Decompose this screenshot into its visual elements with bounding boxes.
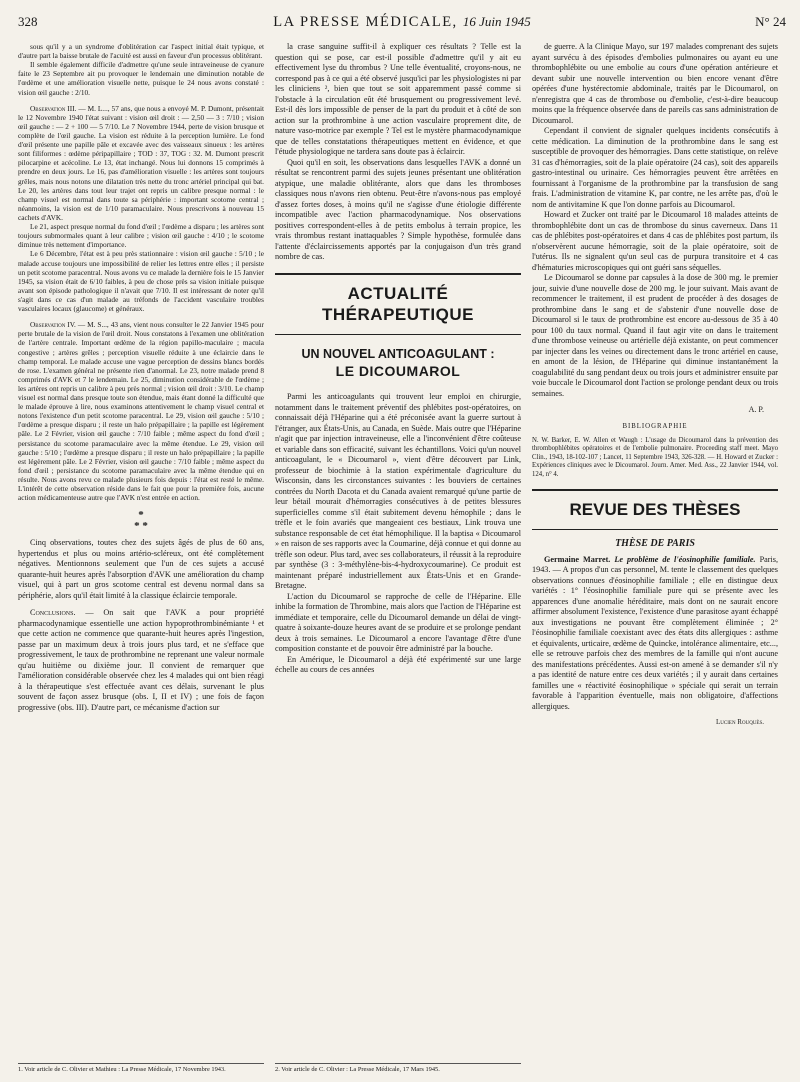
page-number: 328 (18, 14, 38, 29)
journal-title (273, 14, 530, 31)
observation-4 (18, 320, 264, 502)
these-heading: THÈSE DE PARIS (615, 538, 695, 550)
paragraph: Parmi les anticoagulants qui trouvent leur emploi en chirurgie, notamment dans le traitement préventif des phlébites post-opératoires, on connaissait déjà l'Héparine qui a été préconisée avant la guerre surtout à l'étranger, aux États-Unis, au Canada, en Suède. Mais outre que l'Héparine n'agit que par injection intraveineuse, elle a l'inconvénient d'être coûteuse et variable dans son efficacité, suivant les échantillons. Voici qu'un nouvel anticoagulant, le « Dicoumarol », vient d'être découvert par Link, professeur de biochimie à la station expérimentale d'agriculture du Wisconsin, dans les circonstances suivantes : les bouviers de certaines contrées du North Dacota et du Canada avaient remarqué qu'une partie de leur bétail mourait d'hémorragies consécutives à de petites blessures superficielles comme s'il était subitement devenu hémophile ; dans le trèfle et le foin avariés que mangeaient ces bestiaux, Link trouva une substance responsable de cet état hémophilique. Il la baptisa « Dicoumarol » en raison de ses rapports avec la Coumarine, déjà connue et qui donne au trèfle son odeur. Plus tard, avec ses collaborateurs, il réussit à la reproduire par synthèse (3 : 3-méthylène-bis-4-hydroxycoumarine). Ce produit est maintenant préparé industriellement aux États-Unis et en Grande-Bretagne. (275, 392, 521, 591)
footnote: 1. Voir article de C. Olivier et Mathieu : La Presse Médicale, 17 Novembre 1943. (18, 1063, 264, 1074)
these-signature: Lucien Rouquès. (716, 718, 764, 727)
article-title-line1: UN NOUVEL ANTICOAGULANT : (301, 347, 495, 361)
observation-text: — M. S..., 43 ans, vient nous consulter le 22 Janvier 1945 pour perte brutale de la vision de l'œil droit. Nous constatons à l'examen une oblitération de l'artère centrale. Important œdème de la région papillo-maculaire ; macula congestive ; artères grêles ; perception visuelle réduite à une éclaircie dans le champ temporal. Le malade accuse une vague perception de dessins blancs bordés de rose. L'examen général ne présente rien d'anormal. Le 23, notre malade prend 8 comprimés d'AVK et 7 le lendemain. Le 25, diminution considérable de l'œdème ; les artères ont repris un calibre à peu près normal ; vision œil droit : 3/10. Le champ visuel est normal dans presque toute son étendue, mais étant donné la difficulté que le malade éprouve à lire, nous examinons attentivement le champ visuel central et notons l'existence d'un petit scotome paracentral. Le 29, vision œil gauche : 5/10 ; l'œdème a presque disparu ; il reste un halo prépapillaire ; la papille est légèrement pâle. Le 2 Février, vision œil gauche : 7/10 faible ; même aspect du fond d'œil ; persistance du scotome paramaculaire avec la même étendue. Le 29, vision œil gauche : 5/10 ; l'œdème a presque disparu ; il reste un halo prépapillaire ; la papille est légèrement pâle. Le 2 Février, vision œil gauche : 7/10 faible ; même aspect du fond d'œil ; persistance du scotome paramaculaire avec la même étendue qui en résulte. Nous avons revu ce malade plusieurs fois depuis : l'état est resté le même. L'intérêt de cette observation réside dans le fait que pour la première fois, aucune action médicamenteuse autre que l'AVK n'est entrée en action. (18, 320, 264, 503)
conclusions-text: — On sait que l'AVK a pour propriété pharmacodynamique essentielle une action hypoprothrombinémiante ¹ et que cette action ne commence que quarante-huit heures après l'ingestion, passe par un maximum deux à trois jours plus tard, et ne s'efface que progressivement, le taux de prothrombine ne reprenant une valeur normale qu'au huitième ou dixième jour. Il convient de remarquer que l'amélioration considérable observée chez les 4 malades qui ont bien réagi à la thérapeutique s'est effectuée avant ces délais, survenant le plus souvent de façon assez brusque (obs. I, II et IV) ; une fois de façon progressive (obs. III). D'autre part, ce mécanisme d'action sur (18, 608, 264, 712)
issue-number: N° 24 (755, 14, 786, 29)
paragraph: Le 21, aspect presque normal du fond d'œil ; l'œdème a disparu ; les artères sont toujours submormales quant à leur calibre ; vision œil gauche : 4/10 ; le scotome diminue très nettement d'importance. (18, 222, 264, 250)
section-stars: * * * (134, 509, 148, 533)
paragraph: Cinq observations, toutes chez des sujets âgés de plus de 60 ans, hypertendus et plus ou moins artério-scléreux, ont été complètement négatives. Mentionnons seulement que l'un de ces sujets a accusé quarante-huit heures après l'absorption d'AVK une amélioration du champ visuel, qui à part un gros scotome central est devenu normal dans sa périphérie, alors qu'il était limité à la classique éclaircie temporale. (18, 538, 264, 600)
article-title-line2: LE DICOUMAROL (335, 362, 461, 379)
footnote: 2. Voir article de C. Olivier : La Presse Médicale, 17 Mars 1945. (275, 1063, 521, 1074)
observation-text: — M. L..., 57 ans, que nous a envoyé M. P. Dumont, présentait le 12 Novembre 1940 l'état suivant : vision œil droit : — 2,50 — 3 : 7/10 ; vision œil gauche : — 2 + 100 — 5 7/10. Le 7 Novembre 1944, perte de vision brusque et complète de l'œil gauche. La vision est réduite à la perception lumière. Le fond d'œil présente une papille pâle et excavée avec des vaisseaux sinueux : les artères sont filiformes : œdème péripapillaire ; TOD : 37, TOG : 32. M. Dumont prescrit pilocarpine et acécoline. Le 13, état inchangé. Nous lui donnons 15 comprimés à prendre en deux jours. Le 16, pas d'amélioration visuelle : les artères sont toujours grêles, mais nous notons une dilatation très nette du tronc artériel principal qui bat. Le 20, les artères dans tout leur trajet ont repris un calibre presque normal : le champ visuel est normal dans toute sa périphérie : important scotome central ; néanmoins, la vision est de 1/10 paramaculaire. Nous prescrivons à nouveau 15 cachets d'AVK. (18, 103, 264, 222)
column-2 (275, 42, 521, 1074)
column-3 (532, 42, 778, 1074)
observation-3 (18, 104, 264, 222)
columns (18, 42, 786, 1074)
journal-name: LA PRESSE MÉDICALE, (273, 14, 458, 30)
issue-date: 16 Juin 1945 (462, 14, 531, 29)
paragraph: Le Dicoumarol se donne par capsules à la dose de 300 mg. le premier jour, suivie d'une nouvelle dose de 200 mg. le jour suivant. Mais avant de recommencer le traitement, il est prudent de procéder à des dosages de prothrombine dans le sang et de s'abstenir d'une nouvelle dose de Dicoumarol si le taux de prothrombine est encore au-dessous de 35 à 40 pour 100 du taux normal. Quand il faut agir vite on dans le traitement d'une thrombose veineuse ou artérielle déjà existante, on peut commencer par injecter dans les veines ou directement dans le tronc artériel en cause, en amont de la lésion, de l'Héparine qui diminue instantanément la coagulabilité du sang pendant deux ou trois jours et administrer ensuite par voie buccale le Dicoumarol dont l'action se prolonge pendant deux ou trois semaines. (532, 273, 778, 398)
article-title (275, 347, 521, 380)
paragraph: L'action du Dicoumarol se rapproche de celle de l'Héparine. Elle inhibe la formation de Thrombine, mais alors que l'action de l'Héparine est immédiate et temporaire, celle du Dicoumarol demande un délai de vingt-quatre à soixante-douze heures avant de se produire et se prolonge pendant deux à trois semaines. Le Dicoumarol a encore l'avantage d'être d'une composition constante et de pouvoir être administré par la bouche. (275, 591, 521, 654)
these-body: Paris, 1943. — A propos d'un cas personnel, M. tente le classement des quelques observations connues d'éosinophilie familiale ; elle en distingue deux variétés : 1° l'éosinophilie familiale pure qui se présente avec les apparences d'une anomalie héréditaire, mais dont on ne saurait encore affirmer absolument l'existence, l'existence d'une parasitose ayant échappé aux investigations ne pouvant être complètement éliminée ; 2° l'éosinophilie familiale coexistant avec des états dits allergiques : asthme et équivalents, urticaire, œdème de Quincke, intolérance alimentaire, etc..., elle se retrouve parfois chez des membres de la famille qui n'ont aucune des manifestations précédentes. Aussi est-on amené à se demander s'il n'y a pas identité de nature entre ces deux variétés ; il y aurait dans certaines familles une « réactivité éosinophilique » spéciale qui serait un terrain favorable à l'apparition éventuelle, mais non obligatoire, d'affections allergiques. (532, 554, 778, 711)
column-1 (18, 42, 264, 1074)
section-heading: REVUE DES THÈSES (532, 489, 778, 530)
paragraph: Cependant il convient de signaler quelques incidents consécutifs à cette médication. La diminution de la prothrombine dans le sang est susceptible de provoquer des hémorragies. Dans cette statistique, on relève 31 cas d'hémorragies, soit de la plaie opératoire (24 cas), soit des appareils gastro-intestinal ou urinaire. Ces hémorragies peuvent être arrêtées en fournissant à l'organisme de la prothrombine par la transfusion de sang frais. L'administration de vitamine K, par contre, ne les arrête pas, d'où le nom de antivitamine K que l'on donne parfois au Dicoumarol. (532, 126, 778, 209)
paragraph: Howard et Zucker ont traité par le Dicoumarol 18 malades atteints de thrombophlébite dont un cas de thrombose du sinus caverneux. Dans 11 cas de phlébites post-opératoires et dans 4 cas de phlébites post partum, ils n'observèrent aucune hémorragie, soit de la plaie opératoire, soit de l'utérus. Ils ne signalent qu'un seul cas de purpura transitoire et 4 cas d'hématuries microscopiques qui ont guéri sans séquelles. (532, 210, 778, 272)
paragraph: de guerre. A la Clinique Mayo, sur 197 malades comprenant des sujets ayant survécu à des épisodes d'embolies pulmonaires ou ayant eu une thrombophlébite ou une embolie au cours d'une opération antérieure et devant subir une nouvelle intervention ou bien encore venant d'être opérées d'une hystérectomie abdominale, traités par le Dicoumarol, on n'enregistra que 4 cas de thrombose ou d'embolie, c'est-à-dire beaucoup moins que la fréquence observée dans de pareils cas sans administration de Dicoumarol. (532, 42, 778, 125)
observation-label: Observation III. (30, 103, 77, 113)
conclusions (18, 608, 264, 713)
bibliography-heading: BIBLIOGRAPHIE (622, 423, 688, 431)
paragraph: Quoi qu'il en soit, les observations dans lesquelles l'AVK a donné un résultat se rencontrent parmi des sujets jeunes présentant une oblitération atypique, une maladie oblitérante, alors que dans les thromboses classiques nous n'avons rien obtenu. Peut-être n'avons-nous pas employé d'assez fortes doses, à moins qu'il ne s'agisse d'une étiologie différente incompatible avec l'action pharmacodynamique. Nos observations positives correspondent-elles à de petits embolus à terrain propice, les vrais thrombus restant inattaquables ? Simple hypothèse, formulée dans l'attente d'éclaircissements apportés par la conjugaison d'un très grand nombre de cas. (275, 157, 521, 261)
paragraph: En Amérique, le Dicoumarol a déjà été expérimenté sur une large échelle au cours de ces années (275, 654, 521, 675)
conclusions-label: Conclusions. (30, 608, 76, 618)
these-author: Germaine Marret. (544, 554, 611, 564)
observation-label: Observation IV. (30, 320, 76, 330)
paragraph: la crase sanguine suffit-il à expliquer ces résultats ? Telle est la question qui se pose, car est-il possible d'admettre qu'il y ait eu effectivement lyse du thrombus ? Une telle éventualité, croyons-nous, ne correspond pas à ce qui a été observé jusqu'ici par les physiologistes ni par les cliniciens ², bien que tout se soit apparemment passé comme si l'obstacle à la circulation eût été brusquement ou progressivement levé. Est-il dès lors impossible de penser de la part du produit et à côté de son action sur la prothrombine à une action vasculaire proprement dite, de nature vaso-motrice par exemple ? Tel est le mystère pharmacodynamique que de telles constatations thérapeutiques mettent en évidence, et que l'étude physiologique ne tardera sans doute pas à éclaircir. (275, 42, 521, 156)
bibliography: N. W. Barker, E. W. Allen et Waugh : L'usage du Dicoumarol dans la prévention des thrombophlébites opératoires et de l'embolie pulmonaire. Proceeding staff meet. Mayo Clin., 1943, 18-102-107 ; Lancet, 11 Septembre 1943, 326-328. — H. Howard et Zucker : Expériences cliniques avec le Dicoumarol. Journ. Amer. Med. Ass., 22 Janvier 1944, vol. 124, n° 4. (532, 436, 778, 478)
these-subject: Le problème de l'éosinophilie familiale. (614, 554, 756, 564)
paragraph: Le 6 Décembre, l'état est à peu près stationnaire : vision œil gauche : 5/10 ; le malade accuse toujours une impossibilité de relier les lettres entre elles ; il persiste un petit scotome paracentral. Nous avons vu ce malade la dernière fois le 15 Janvier 1945, sa vision était de 6/10 faibles, à peu de chose près sa vision initiale puisque avant son épisode pathologique il n'avait que 7/10. Il est intéressant de noter qu'il s'agit dans ce cas d'un malade au tréfonds de l'accident vasculaire troubles vasculaires locaux (glaucome) et généraux. (18, 249, 264, 314)
paragraph: Il semble également difficile d'admettre qu'une seule intraveineuse de cyanure faite le 23 Septembre ait pu provoquer le lendemain une diminution notable de l'œdème et une amélioration visuelle nette, puisque le 24 nous avons constaté : vision œil gauche : 2/10. (18, 60, 264, 97)
signature: A. P. (748, 405, 764, 414)
masthead (18, 14, 786, 36)
section-heading: ACTUALITÉ THÉRAPEUTIQUE (275, 273, 521, 336)
these-entry (532, 555, 778, 713)
paragraph: sous qu'il y a un syndrome d'oblitération car l'aspect initial était typique, et d'autre part la baisse brutale de l'acuité est aussi en faveur d'un processus oblitérant. (18, 42, 264, 61)
